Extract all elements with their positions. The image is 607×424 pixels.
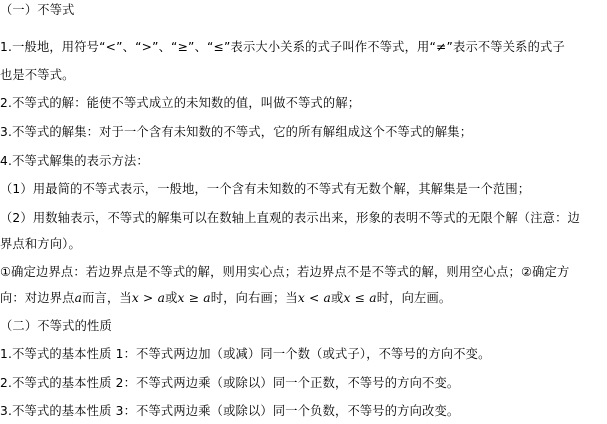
solution-set-definition: 3.不等式的解集：对于一个含有未知数的不等式，它的所有解组成这个不等式的解集；	[0, 125, 473, 139]
representation-methods: 4.不等式解集的表示方法：	[0, 154, 149, 168]
text-segment: 向：对边界点	[0, 291, 75, 305]
math-expression: x ≤ a	[343, 291, 377, 305]
text-segment: 或	[331, 291, 344, 305]
math-expression: x < a	[297, 291, 332, 305]
text-segment: 时，向右画；当	[210, 291, 298, 305]
math-variable: a	[74, 291, 83, 305]
method-2-line-1: （2）用数轴表示，不等式的解集可以在数轴上直观的表示出来，形象的表明不等式的无限个解（注意：边	[0, 211, 580, 225]
property-3: 3.不等式的基本性质 3：不等式两边乘（或除以）同一个负数，不等号的方向改变。	[0, 404, 460, 418]
boundary-rule-line-1: ①确定边界点：若边界点是不等式的解，则用实心点；若边界点不是不等式的解，则用空心点；②确定方	[0, 265, 570, 279]
method-1: （1）用最简的不等式表示，一般地，一个含有未知数的不等式有无数个解，其解集是一个范围；	[0, 182, 531, 196]
section-heading-properties: （二）不等式的性质	[0, 319, 112, 333]
text-segment: 时，向左画。	[376, 291, 452, 305]
math-expression: x ≥ a	[177, 291, 211, 305]
math-expression: x > a	[131, 291, 166, 305]
solution-definition: 2.不等式的解：能使不等式成立的未知数的值，叫做不等式的解；	[0, 96, 361, 110]
text-segment: 或	[165, 291, 178, 305]
definition-line-1: 1.一般地，用符号“<”、“>”、“≥”、“≤”表示大小关系的式子叫作不等式，用“≠”表示不等关系的式子	[0, 40, 565, 54]
property-1: 1.不等式的基本性质 1：不等式两边加（或减）同一个数（或式子），不等号的方向不变。	[0, 347, 491, 361]
section-heading-inequality: （一）不等式	[0, 3, 75, 17]
method-2-line-2: 界点和方向）。	[0, 237, 81, 251]
property-2: 2.不等式的基本性质 2：不等式两边乘（或除以）同一个正数，不等号的方向不变。	[0, 376, 460, 390]
text-segment: 而言，当	[82, 291, 132, 305]
boundary-rule-line-2	[0, 290, 607, 306]
definition-line-2: 也是不等式。	[0, 68, 75, 82]
